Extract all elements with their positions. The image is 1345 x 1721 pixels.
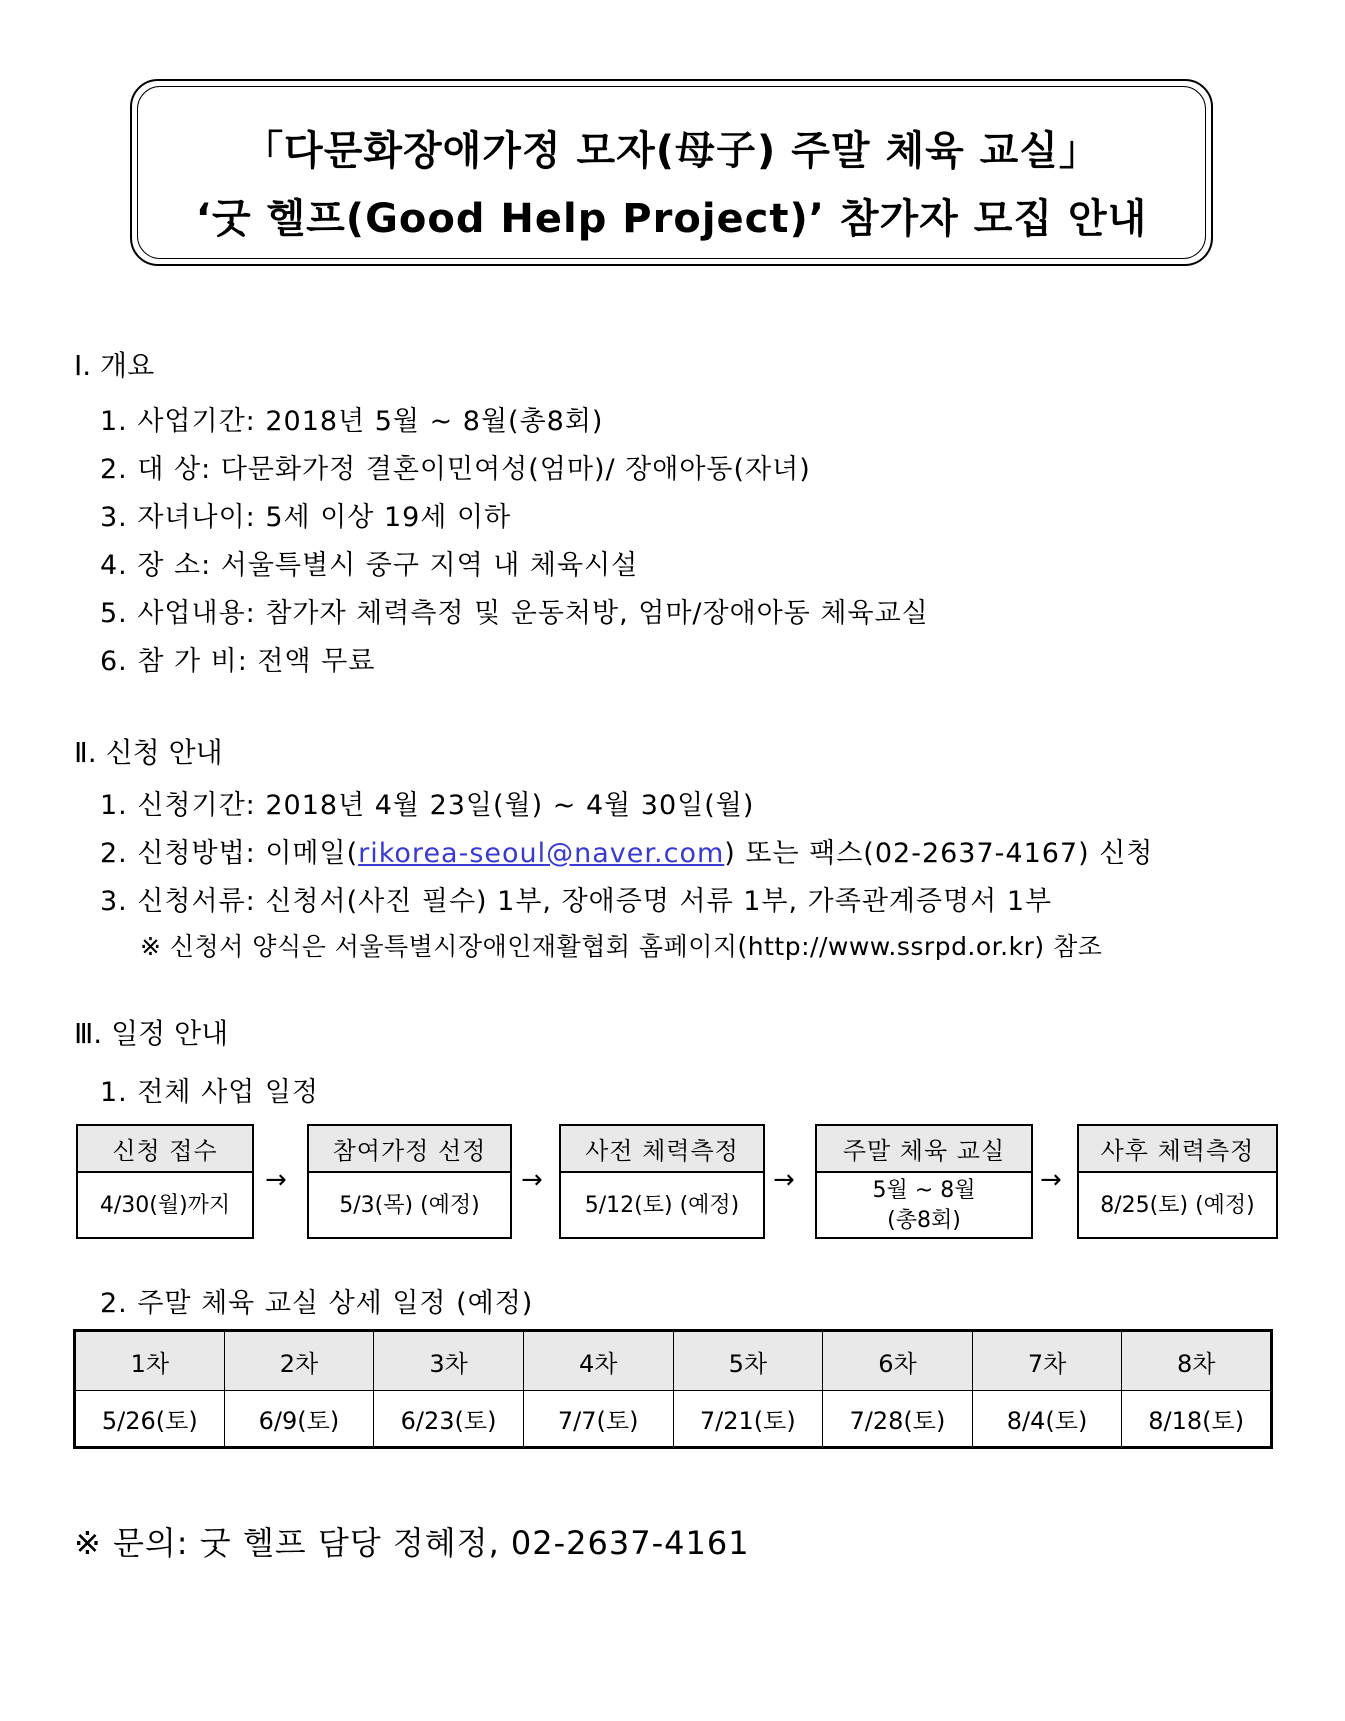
table-cell: 7/7(토) [523, 1391, 673, 1448]
flow-step-body: 5/3(목) (예정) [339, 1193, 480, 1218]
overview-item-period: 1. 사업기간: 2018년 5월 ~ 8월(총8회) [100, 406, 604, 437]
flow-step-body: 8/25(토) (예정) [1100, 1193, 1255, 1218]
flow-step-application [76, 1124, 254, 1239]
table-header-cell: 1차 [75, 1331, 225, 1391]
table-cell: 8/4(토) [972, 1391, 1122, 1448]
overview-item-content: 5. 사업내용: 참가자 체력측정 및 운동처방, 엄마/장애아동 체육교실 [100, 598, 929, 629]
overview-item-location: 4. 장 소: 서울특별시 중구 지역 내 체육시설 [100, 550, 639, 581]
table-cell: 7/21(토) [673, 1391, 823, 1448]
flow-step-weekend-class [815, 1124, 1033, 1239]
table-header-cell: 6차 [823, 1331, 973, 1391]
flow-step-body-line1: 5월 ~ 8월 [872, 1178, 976, 1203]
flow-step-head: 사후 체력측정 [1079, 1126, 1276, 1173]
overview-item-age: 3. 자녀나이: 5세 이상 19세 이하 [100, 502, 512, 533]
table-cell: 8/18(토) [1122, 1391, 1272, 1448]
email-link[interactable]: rikorea-seoul@naver.com [358, 838, 725, 869]
table-header-cell: 8차 [1122, 1331, 1272, 1391]
flow-arrow: → [1040, 1165, 1062, 1195]
section-heading-schedule: Ⅲ. 일정 안내 [74, 1017, 229, 1050]
application-method-suffix: ) 또는 팩스(02-2637-4167) 신청 [724, 838, 1154, 869]
application-item-method [100, 831, 1153, 870]
table-header-cell: 2차 [224, 1331, 374, 1391]
section-heading-application: Ⅱ. 신청 안내 [74, 736, 223, 769]
flow-step-body: 5/12(토) (예정) [584, 1193, 740, 1218]
title-box [130, 79, 1213, 266]
document-title-line2: ‘굿 헬프(Good Help Project)’ 참가자 모집 안내 [195, 196, 1148, 242]
application-method-prefix: 2. 신청방법: 이메일( [100, 838, 359, 869]
flow-step-pretest [559, 1124, 765, 1239]
flow-step-head: 사전 체력측정 [561, 1126, 763, 1173]
overview-item-target: 2. 대 상: 다문화가정 결혼이민여성(엄마)/ 장애아동(자녀) [100, 454, 811, 485]
application-item-period: 1. 신청기간: 2018년 4월 23일(월) ~ 4월 30일(월) [100, 790, 755, 821]
overview-item-fee: 6. 참 가 비: 전액 무료 [100, 646, 376, 677]
schedule-sub-overall: 1. 전체 사업 일정 [100, 1077, 320, 1108]
table-header-cell: 5차 [673, 1331, 823, 1391]
weekend-schedule-table [73, 1329, 1273, 1449]
flow-step-body: 4/30(월)까지 [99, 1193, 231, 1218]
flow-arrow: → [265, 1165, 287, 1195]
table-header-cell: 3차 [374, 1331, 524, 1391]
application-note: ※ 신청서 양식은 서울특별시장애인재활협회 홈페이지(http://www.ssrpd.or.kr) 참조 [140, 932, 1103, 961]
flow-step-body [817, 1173, 1031, 1239]
flow-step-head: 주말 체육 교실 [817, 1126, 1031, 1173]
document-title-line1: 「다문화장애가정 모자(母子) 주말 체육 교실」 [243, 128, 1100, 174]
table-cell: 5/26(토) [75, 1391, 225, 1448]
flow-step-head: 신청 접수 [78, 1126, 252, 1173]
flow-step-head: 참여가정 선정 [309, 1126, 510, 1173]
table-header-row [75, 1331, 1272, 1391]
flow-step-body-line2: (총8회) [887, 1208, 961, 1233]
table-header-cell: 4차 [523, 1331, 673, 1391]
table-cell: 6/23(토) [374, 1391, 524, 1448]
section-heading-overview: Ⅰ. 개요 [74, 349, 155, 382]
table-header-cell: 7차 [972, 1331, 1122, 1391]
flow-step-posttest [1077, 1124, 1278, 1239]
flow-arrow: → [521, 1165, 543, 1195]
application-item-documents: 3. 신청서류: 신청서(사진 필수) 1부, 장애증명 서류 1부, 가족관계증명서 1부 [100, 886, 1053, 917]
flow-arrow: → [773, 1165, 795, 1195]
contact-info: ※ 문의: 굿 헬프 담당 정혜정, 02-2637-4161 [74, 1524, 750, 1562]
schedule-sub-detail: 2. 주말 체육 교실 상세 일정 (예정) [100, 1288, 534, 1319]
flow-step-selection [307, 1124, 512, 1239]
table-row [75, 1391, 1272, 1448]
table-cell: 6/9(토) [224, 1391, 374, 1448]
table-cell: 7/28(토) [823, 1391, 973, 1448]
